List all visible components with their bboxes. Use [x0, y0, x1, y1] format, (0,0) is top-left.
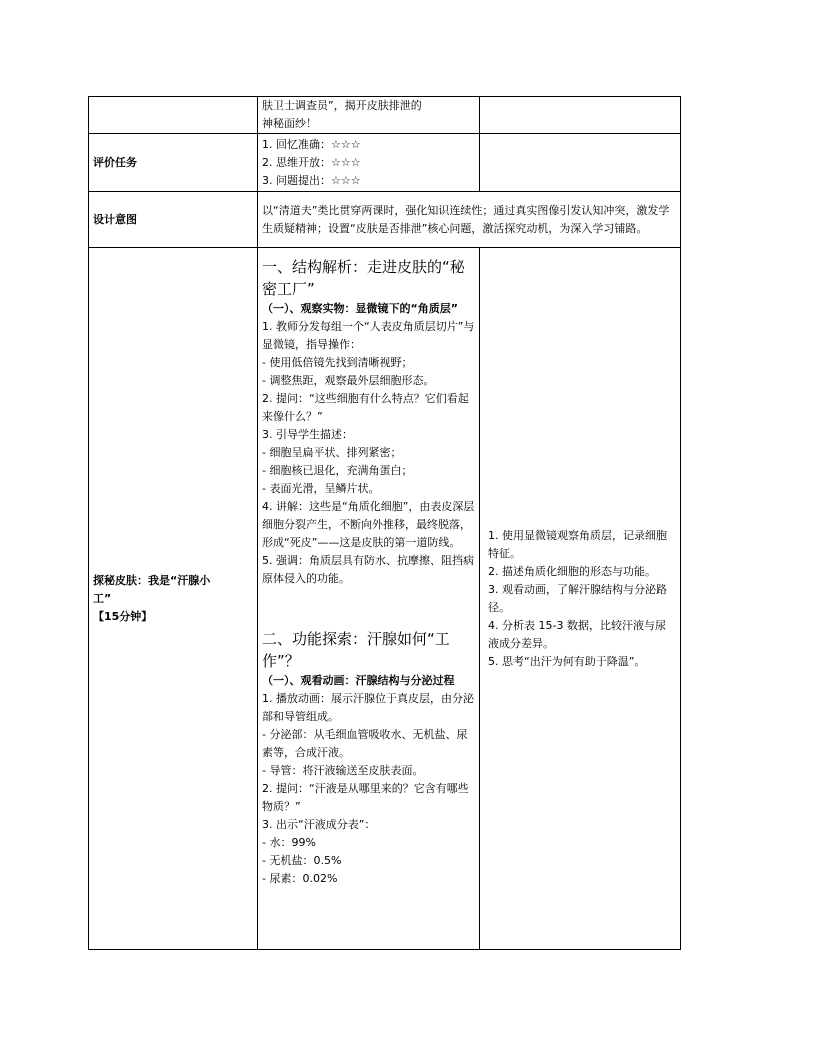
section1-line-4: 2. 提问：“这些细胞有什么特点？它们看起来像什么？”	[262, 392, 469, 423]
section2-subheading: （一）、观看动画：汗腺结构与分泌过程	[262, 674, 455, 687]
section2-line-1: 1. 播放动画：展示汗腺位于真皮层，由分泌部和导管组成。	[262, 692, 474, 723]
cell-empty-activity	[480, 97, 681, 134]
section1-heading: 一、结构解析：走进皮肤的“秘密工厂”	[262, 258, 465, 298]
evaluation-item-3: 3. 问题提出：☆☆☆	[262, 173, 361, 187]
student-activity-2: 2. 描述角质化细胞的形态与功能。	[488, 564, 656, 578]
evaluation-label: 评价任务	[93, 155, 137, 169]
section1-line-8: - 表面光滑，呈鳞片状。	[262, 482, 380, 495]
student-activity-4: 4. 分析表 15-3 数据，比较汗液与尿液成分差异。	[488, 618, 666, 650]
section1-line-9: 4. 讲解：这些是“角质化细胞”，由表皮深层细胞分裂产生，不断向外推移，最终脱落，形成“死皮”——这是皮肤的第一道防线。	[262, 500, 475, 549]
explore-duration: 【15分钟】	[93, 609, 153, 623]
section1-line-2: - 使用低倍镜先找到清晰视野；	[262, 356, 413, 369]
section2-heading: 二、功能探索：汗腺如何“工作”？	[262, 630, 450, 670]
section2-line-2: - 分泌部：从毛细血管吸收水、无机盐、尿素等，合成汗液。	[262, 728, 468, 759]
evaluation-item-1: 1. 回忆准确：☆☆☆	[262, 137, 361, 151]
section1-line-10: 5. 强调：角质层具有防水、抗摩擦、阻挡病原体侵入的功能。	[262, 554, 474, 585]
student-activity-5: 5. 思考“出汗为何有助于降温”。	[488, 654, 646, 668]
cell-empty-label	[89, 97, 258, 134]
section1-line-7: - 细胞核已退化，充满角蛋白；	[262, 464, 413, 477]
table-row-continuation	[89, 97, 681, 134]
section2-line-8: - 尿素：0.02%	[262, 872, 338, 885]
student-activity-cell	[480, 248, 681, 950]
design-label: 设计意图	[93, 212, 137, 226]
table-row-evaluation	[89, 134, 681, 192]
evaluation-empty-cell	[480, 134, 681, 192]
explore-label-line-1: 探秘皮肤：我是“汗腺小	[93, 573, 211, 587]
student-activity-1: 1. 使用显微镜观察角质层，记录细胞特征。	[488, 528, 667, 560]
section1-line-3: - 调整焦距，观察最外层细胞形态。	[262, 374, 435, 387]
evaluation-items-cell	[258, 134, 480, 192]
table-row-explore	[89, 248, 681, 950]
continuation-line-2: 神秘面纱！	[262, 117, 317, 130]
continuation-line-1: 肤卫士调查员”，揭开皮肤排泄的	[262, 99, 422, 112]
design-intent-text: 以“清道夫”类比贯穿两课时，强化知识连续性；通过真实图像引发认知冲突，激发学生质疑精神；设置“皮肤是否排泄”核心问题，激活探究动机，为深入学习铺路。	[262, 203, 670, 235]
cell-continuation-text	[258, 97, 480, 134]
section1-line-6: - 细胞呈扁平状、排列紧密；	[262, 446, 402, 459]
section1-subheading: （一）、观察实物：显微镜下的“角质层”	[262, 302, 458, 315]
section2-line-5: 3. 出示“汗液成分表”：	[262, 818, 376, 831]
explore-label-cell	[89, 248, 258, 950]
lesson-plan-table	[88, 96, 681, 950]
teacher-activity-cell	[258, 248, 480, 950]
design-text-cell	[258, 192, 681, 248]
section-spacer	[262, 588, 475, 624]
section2-line-7: - 无机盐：0.5%	[262, 854, 342, 867]
student-activity-3: 3. 观看动画，了解汗腺结构与分泌路径。	[488, 582, 667, 614]
section2-line-3: - 导管：将汗液输送至皮肤表面。	[262, 764, 424, 777]
section2-line-4: 2. 提问：“汗液是从哪里来的？它含有哪些物质？”	[262, 782, 469, 813]
section2-line-6: - 水：99%	[262, 836, 316, 849]
explore-label-line-2: 工”	[93, 591, 112, 605]
table-row-design-intent	[89, 192, 681, 248]
design-label-cell	[89, 192, 258, 248]
section1-line-1: 1. 教师分发每组一个“人表皮角质层切片”与显微镜，指导操作：	[262, 320, 475, 351]
section1-line-5: 3. 引导学生描述：	[262, 428, 353, 441]
evaluation-label-cell	[89, 134, 258, 192]
evaluation-item-2: 2. 思维开放：☆☆☆	[262, 155, 361, 169]
